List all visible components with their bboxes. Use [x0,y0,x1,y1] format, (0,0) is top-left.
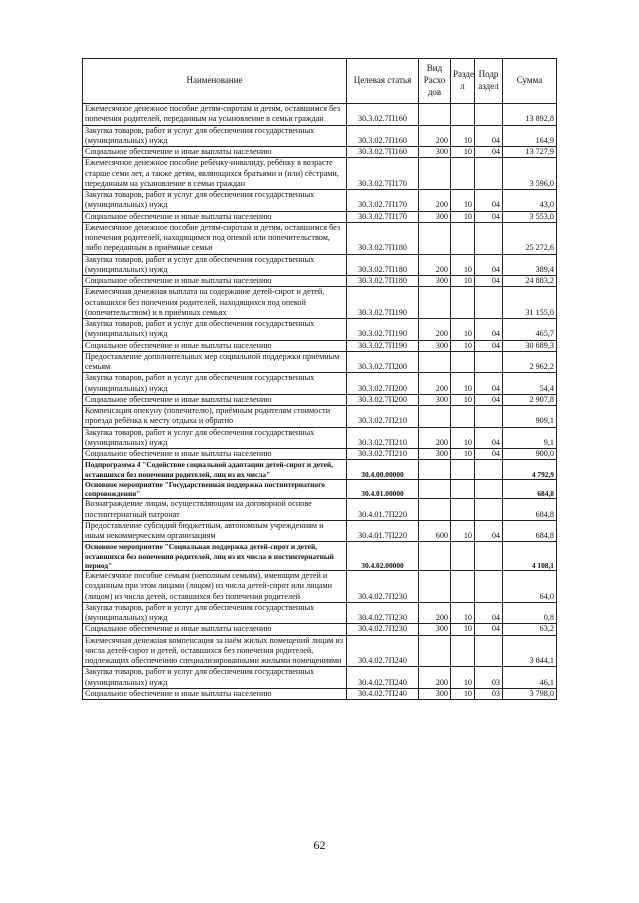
row-name: Подпрограмма 4 "Содействие социальной адаптации детей-сирот и детей, оставшихся без попечения родителей, лиц из их числа" [83,460,347,480]
row-name: Основное мероприятие "Государственная поддержка постинтернатного сопровождения" [83,479,347,499]
row-code: 30.3.02.7П210 [347,427,419,449]
page-number: 62 [313,838,326,852]
row-vid [419,406,451,428]
row-razdel: 10 [451,688,475,699]
row-name: Закупка товаров, работ и услуг для обеспечения государственных (муниципальных) нужд [83,373,347,395]
table-row [83,158,557,190]
row-vid [419,571,451,603]
row-razdel: 10 [451,667,475,689]
row-code: 30.4.00.00000 [347,460,419,480]
table-row [83,624,557,635]
row-vid: 200 [419,427,451,449]
row-podrazdel: 04 [475,520,503,542]
row-vid: 300 [419,394,451,405]
table-row [83,394,557,405]
row-code: 30.4.02.7П230 [347,624,419,635]
row-code: 30.3.02.7П170 [347,211,419,222]
row-code: 30.4.01.7П220 [347,520,419,542]
row-name: Социальное обеспечение и иные выплаты населению [83,624,347,635]
row-code: 30.3.02.7П190 [347,287,419,319]
row-name: Предоставление дополнительных мер социальной поддержки приёмным семьям [83,351,347,373]
row-code: 30.4.02.7П240 [347,688,419,699]
row-razdel [451,287,475,319]
row-sum: 164,9 [503,125,557,147]
row-vid: 200 [419,373,451,395]
row-vid: 300 [419,624,451,635]
row-name: Закупка товаров, работ и услуг для обеспечения государственных (муниципальных) нужд [83,125,347,147]
row-vid: 200 [419,319,451,341]
row-razdel: 10 [451,449,475,460]
row-name: Вознаграждение лицам, осуществляющим на договорной основе постинтернатный патронат [83,499,347,521]
header-name: Наименование [83,59,347,104]
row-vid: 200 [419,125,451,147]
row-name: Закупка товаров, работ и услуг для обеспечения государственных (муниципальных) нужд [83,427,347,449]
row-podrazdel: 04 [475,602,503,624]
row-razdel: 10 [451,340,475,351]
row-podrazdel: 04 [475,394,503,405]
row-code: 30.3.02.7П160 [347,125,419,147]
row-vid [419,460,451,480]
row-code: 30.3.02.7П180 [347,254,419,276]
table-row [83,287,557,319]
row-name: Социальное обеспечение и иные выплаты населению [83,276,347,287]
row-name: Социальное обеспечение и иные выплаты населению [83,147,347,158]
row-razdel [451,351,475,373]
row-code: 30.3.02.7П190 [347,319,419,341]
row-razdel: 10 [451,373,475,395]
row-sum: 909,1 [503,406,557,428]
row-code: 30.4.02.7П230 [347,571,419,603]
row-razdel [451,571,475,603]
row-name: Компенсация опекуну (попечителю), приёмным родителям стоимости проезда ребёнка к месту отдыха и обратно [83,406,347,428]
table-row [83,520,557,542]
row-code: 30.3.02.7П190 [347,340,419,351]
row-podrazdel: 04 [475,624,503,635]
row-sum: 31 155,0 [503,287,557,319]
table-row [83,667,557,689]
table-row [83,479,557,499]
row-code: 30.4.02.7П240 [347,667,419,689]
row-code: 30.3.02.7П160 [347,104,419,126]
row-sum: 64,0 [503,571,557,603]
row-razdel: 10 [451,427,475,449]
row-podrazdel: 04 [475,147,503,158]
row-razdel [451,104,475,126]
row-sum: 684,8 [503,479,557,499]
table-row [83,147,557,158]
row-podrazdel: 04 [475,427,503,449]
row-vid [419,499,451,521]
row-razdel: 10 [451,319,475,341]
table-row [83,499,557,521]
row-podrazdel [475,406,503,428]
row-sum: 684,8 [503,520,557,542]
row-code: 30.4.02.00000 [347,542,419,571]
row-vid: 600 [419,520,451,542]
header-sum: Сумма [503,59,557,104]
row-sum: 63,2 [503,624,557,635]
row-vid [419,542,451,571]
header-vid: Вид Расхо дов [419,59,451,104]
row-name: Социальное обеспечение и иные выплаты населению [83,688,347,699]
row-name: Социальное обеспечение и иные выплаты населению [83,449,347,460]
row-sum: 46,1 [503,667,557,689]
row-name: Закупка товаров, работ и услуг для обеспечения государственных (муниципальных) нужд [83,602,347,624]
row-razdel [451,635,475,667]
row-sum: 0,8 [503,602,557,624]
row-podrazdel [475,104,503,126]
row-razdel [451,499,475,521]
row-podrazdel: 04 [475,125,503,147]
row-vid: 300 [419,147,451,158]
table-row [83,190,557,212]
row-name: Закупка товаров, работ и услуг для обеспечения государственных (муниципальных) нужд [83,190,347,212]
row-code: 30.4.02.7П230 [347,602,419,624]
row-vid: 200 [419,602,451,624]
row-podrazdel: 04 [475,211,503,222]
row-code: 30.3.02.7П200 [347,373,419,395]
row-code: 30.3.02.7П200 [347,394,419,405]
row-podrazdel [475,351,503,373]
table-row [83,542,557,571]
row-sum: 4 108,1 [503,542,557,571]
row-sum: 2 907,8 [503,394,557,405]
row-podrazdel: 04 [475,340,503,351]
row-name: Социальное обеспечение и иные выплаты населению [83,340,347,351]
table-row [83,125,557,147]
row-vid: 200 [419,667,451,689]
row-sum: 13 727,9 [503,147,557,158]
row-razdel: 10 [451,211,475,222]
row-podrazdel [475,479,503,499]
table-row [83,340,557,351]
row-code: 30.4.02.7П240 [347,635,419,667]
table-row [83,211,557,222]
row-podrazdel: 03 [475,667,503,689]
row-podrazdel [475,460,503,480]
row-razdel [451,479,475,499]
row-razdel: 10 [451,602,475,624]
row-sum: 13 892,8 [503,104,557,126]
row-razdel [451,158,475,190]
table-row [83,571,557,603]
row-name: Социальное обеспечение и иные выплаты населению [83,211,347,222]
row-vid: 200 [419,254,451,276]
row-sum: 54,4 [503,373,557,395]
row-podrazdel [475,635,503,667]
row-razdel: 10 [451,624,475,635]
row-podrazdel: 04 [475,373,503,395]
row-name: Закупка товаров, работ и услуг для обеспечения государственных (муниципальных) нужд [83,667,347,689]
row-sum: 9,1 [503,427,557,449]
row-podrazdel: 04 [475,319,503,341]
row-razdel: 10 [451,254,475,276]
table-row [83,222,557,254]
row-sum: 465,7 [503,319,557,341]
table-row [83,635,557,667]
row-vid [419,351,451,373]
row-razdel: 10 [451,125,475,147]
row-vid: 300 [419,340,451,351]
header-razdel: Разде л [451,59,475,104]
row-sum: 3 553,0 [503,211,557,222]
row-sum: 24 883,2 [503,276,557,287]
table-row [83,688,557,699]
row-podrazdel: 03 [475,688,503,699]
row-vid: 300 [419,688,451,699]
row-vid: 200 [419,190,451,212]
budget-table [82,58,557,700]
row-vid [419,479,451,499]
row-name: Предоставление субсидий бюджетным, автономным учреждениям и иным некоммерческим организациям [83,520,347,542]
row-sum: 2 962,2 [503,351,557,373]
row-podrazdel: 04 [475,449,503,460]
table-row [83,319,557,341]
row-name: Основное мероприятие "Социальная поддержка детей-сирот и детей, оставшихся без попечения родителей, лиц из их числа в постинтернатный период" [83,542,347,571]
table-body [83,104,557,700]
table-row [83,104,557,126]
row-code: 30.3.02.7П210 [347,406,419,428]
row-sum: 3 798,0 [503,688,557,699]
table-row [83,373,557,395]
row-name: Закупка товаров, работ и услуг для обеспечения государственных (муниципальных) нужд [83,319,347,341]
row-razdel: 10 [451,394,475,405]
row-code: 30.3.02.7П180 [347,222,419,254]
row-sum: 3 596,0 [503,158,557,190]
row-vid: 300 [419,211,451,222]
row-sum: 684,8 [503,499,557,521]
row-vid [419,222,451,254]
row-code: 30.4.01.7П220 [347,499,419,521]
row-sum: 43,0 [503,190,557,212]
row-vid: 300 [419,276,451,287]
row-code: 30.4.01.00000 [347,479,419,499]
row-name: Ежемесячное пособие семьям (неполным семьям), имеющим детей и созданным при этом лицами (лицом) из числа детей-сирот или лицами (лицом) из числа детей, оставшихся без попечения родителей [83,571,347,603]
row-razdel [451,222,475,254]
table-header-row [83,59,557,104]
row-sum: 900,0 [503,449,557,460]
row-name: Ежемесячное денежное пособие ребёнку-инвалиду, ребёнку в возрасте старше семи лет, а также детям, являющихся братьями и (или) сёстрами, переданным на усыновление в семьи граждан [83,158,347,190]
row-name: Социальное обеспечение и иные выплаты населению [83,394,347,405]
row-razdel: 10 [451,520,475,542]
header-podrazdel: Подр аздел [475,59,503,104]
table-row [83,351,557,373]
row-podrazdel [475,499,503,521]
row-podrazdel [475,571,503,603]
row-code: 30.3.02.7П160 [347,147,419,158]
row-podrazdel [475,287,503,319]
table-row [83,254,557,276]
row-podrazdel [475,158,503,190]
row-vid: 300 [419,449,451,460]
row-name: Закупка товаров, работ и услуг для обеспечения государственных (муниципальных) нужд [83,254,347,276]
row-podrazdel: 04 [475,190,503,212]
row-vid [419,635,451,667]
row-sum: 25 272,6 [503,222,557,254]
row-code: 30.3.02.7П170 [347,190,419,212]
row-podrazdel [475,222,503,254]
row-vid [419,287,451,319]
row-code: 30.3.02.7П210 [347,449,419,460]
row-vid [419,104,451,126]
row-name: Ежемесячная денежная выплата на содержание детей-сирот и детей, оставшихся без попечения родителей, находящихся под опекой (попечительством) и в приёмных семьях [83,287,347,319]
row-podrazdel [475,542,503,571]
row-code: 30.3.02.7П180 [347,276,419,287]
row-sum: 4 792,9 [503,460,557,480]
row-sum: 3 844,1 [503,635,557,667]
table-row [83,449,557,460]
row-name: Ежемесячная денежная компенсация за наём жилых помещений лицам из числа детей-сирот и детей, оставшихся без попечения родителей, подлежащих обеспечению специализированными жилыми помещениями [83,635,347,667]
header-code: Целевая статья [347,59,419,104]
table-row [83,406,557,428]
table-row [83,460,557,480]
row-vid [419,158,451,190]
row-name: Ежемесячное денежное пособие детям-сиротам и детям, оставшимся без попечения родителей, переданным на усыновление в семьи граждан [83,104,347,126]
row-razdel: 10 [451,276,475,287]
row-razdel: 10 [451,190,475,212]
table-row [83,602,557,624]
table-row [83,427,557,449]
row-sum: 30 689,3 [503,340,557,351]
row-podrazdel: 04 [475,254,503,276]
row-razdel [451,542,475,571]
row-podrazdel: 04 [475,276,503,287]
row-code: 30.3.02.7П170 [347,158,419,190]
row-razdel: 10 [451,147,475,158]
table-row [83,276,557,287]
row-razdel [451,460,475,480]
row-name: Ежемесячное денежное пособие детям-сиротам и детям, оставшимся без попечения родителей, находящимся под опекой или попечительством, либо переданным в приёмные семьи [83,222,347,254]
row-code: 30.3.02.7П200 [347,351,419,373]
row-razdel [451,406,475,428]
row-sum: 389,4 [503,254,557,276]
